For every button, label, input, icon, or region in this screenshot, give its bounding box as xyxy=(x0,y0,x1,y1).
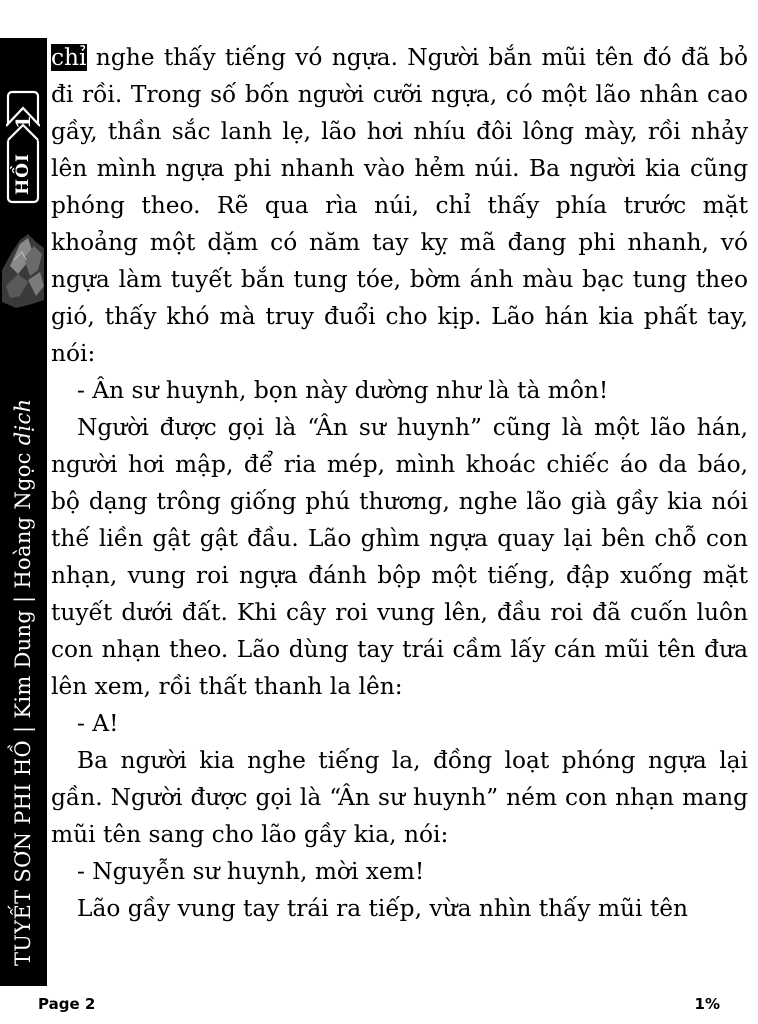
reading-progress: 1% xyxy=(694,995,720,1013)
paragraph xyxy=(51,39,748,372)
chapter-number: 1 xyxy=(11,115,35,129)
paragraph: Ba người kia nghe tiếng la, đồng loạt phóng ngựa lại gần. Người được gọi là “Ân sư huynh” ném con nhạn mang mũi tên sang cho lão gầy kia, nói: xyxy=(51,747,748,848)
paragraph: Lão gầy vung tay trái ra tiếp, vừa nhìn thấy mũi tên xyxy=(77,895,689,922)
paragraph: - Ân sư huynh, bọn này dường như là tà môn! xyxy=(77,377,609,404)
chapter-label: HỒI xyxy=(13,153,33,195)
paragraph: - Nguyễn sư huynh, mời xem! xyxy=(77,858,425,885)
translator-role: dịch xyxy=(11,398,35,446)
book-title: TUYẾT SƠN PHI HỒ xyxy=(11,740,35,966)
chapter-badge-frame xyxy=(6,90,40,204)
selected-word[interactable]: chỉ xyxy=(51,44,87,71)
paragraph: Người được gọi là “Ân sư huynh” cũng là một lão hán, người hơi mập, để ria mép, mình khoác chiếc áo da báo, bộ dạng trông giống phú thương, nghe lão già gầy kia nói thế liền gật gật đầu. Lão ghìm ngựa quay lại bên chỗ con nhạn, vung roi ngựa đánh bộp một tiếng, đập xuống mặt tuyết dưới đất. Khi cây roi vung lên, đầu roi đã cuốn luôn con nhạn theo. Lão dùng tay trái cầm lấy cán mũi tên đưa lên xem, rồi thất thanh la lên: xyxy=(51,414,748,700)
translator-name: Hoàng Ngọc xyxy=(11,452,35,589)
caption-separator: | xyxy=(11,725,35,734)
mountain-illustration-icon xyxy=(2,230,44,308)
status-footer xyxy=(0,990,758,1024)
paragraph: - A! xyxy=(77,710,119,737)
chapter-sidebar xyxy=(0,38,47,986)
caption-separator: | xyxy=(11,595,35,603)
author-name: Kim Dung xyxy=(11,609,35,719)
reading-pane[interactable] xyxy=(51,39,748,971)
page-number: Page 2 xyxy=(38,995,96,1013)
book-info-caption xyxy=(8,399,38,966)
paragraph-text: nghe thấy tiếng vó ngựa. Người bắn mũi tên đó đã bỏ đi rồi. Trong số bốn người cưỡi ngựa, có một lão nhân cao gầy, thần sắc lanh lẹ, lão hơi nhíu đôi lông mày, rồi nhảy lên mình ngựa phi nhanh vào hẻm núi. Ba người kia cũng phóng theo. Rẽ qua rìa núi, chỉ thấy phía trước mặt khoảng một dặm có năm tay kỵ mã đang phi nhanh, vó ngựa làm tuyết bắn tung tóe, bờm ánh màu bạc tung theo gió, thấy khó mà truy đuổi cho kịp. Lão hán kia phất tay, nói: xyxy=(51,44,748,367)
chapter-badge xyxy=(6,90,40,204)
